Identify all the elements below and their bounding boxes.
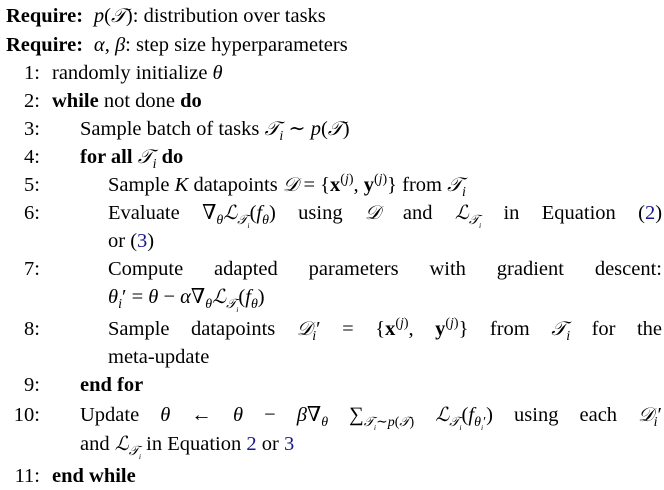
line-10-text-b: using each	[514, 404, 618, 426]
line-number: 10:	[13, 404, 40, 426]
line-8-text-c: for the	[591, 318, 663, 340]
line-11	[0, 462, 664, 490]
line-10-cont-b: in Equation	[146, 433, 242, 455]
line-6-text-c: and	[402, 202, 433, 224]
line-3-text: Sample batch of tasks	[80, 118, 260, 140]
line-10-cont-c: or	[261, 433, 279, 455]
line-number: 2:	[24, 90, 40, 112]
line-5-text-a: Sample	[108, 174, 170, 196]
line-8-text-b: from	[489, 318, 530, 340]
line-number: 7:	[24, 258, 40, 280]
line-7	[0, 255, 664, 283]
line-number: 1:	[24, 62, 40, 84]
end-while-keyword: end while	[52, 465, 136, 487]
line-6-cont-a: or (	[108, 230, 138, 252]
line-9	[0, 371, 664, 399]
line-number: 3:	[24, 118, 40, 140]
line-10-cont-a: and	[80, 433, 110, 455]
line-7-formula: $\theta_i' = \theta$ − $\alpha\nabla_\theta ℒ_{𝒯_i}(f_\theta)$	[108, 285, 265, 314]
line-number: 11:	[14, 465, 40, 487]
line-2	[0, 87, 664, 115]
line-number: 6:	[24, 202, 40, 224]
require-keyword: Require:	[6, 34, 84, 56]
line-3: 3: Sample batch of tasks 𝒯$_i$ ∼ p(𝒯)	[0, 115, 664, 143]
equation-reference[interactable]: 3	[137, 230, 148, 252]
line-10-text-a: Update	[80, 404, 140, 426]
line-1-text: randomly initialize	[52, 62, 208, 84]
while-keyword: while	[52, 90, 99, 112]
require-distribution: Require: p(𝒯): distribution over tasks	[6, 4, 326, 27]
line-8-text-a: Sample datapoints	[108, 318, 276, 340]
do-keyword: do	[180, 90, 202, 112]
line-10-continued: and ℒ$_{𝒯_i}$ in Equation 2 or 3	[80, 432, 295, 461]
line-7-continued	[0, 283, 664, 314]
line-5-text-c: from	[402, 174, 442, 196]
line-10: 10: Update θ ← $\theta - \beta\nabla_\theta$ $\sum_{𝒯_i\sim p(𝒯)}$ $ℒ_{𝒯_i}(f_{\theta_i'})$ using each 𝒟$_i$′	[0, 401, 664, 429]
equation-reference[interactable]: 3	[283, 433, 295, 455]
line-4: 4: for all 𝒯$_i$ do	[0, 143, 664, 171]
end-for-keyword: end for	[80, 374, 144, 396]
line-7-text: Compute adapted parameters with gradient descent:	[108, 258, 662, 280]
line-6-continued	[0, 227, 664, 255]
equation-reference[interactable]: 2	[644, 202, 656, 224]
line-6-cont-b: )	[147, 230, 155, 252]
line-number: 8:	[24, 318, 40, 340]
line-8-continued	[0, 343, 664, 371]
require-distribution-text: : distribution over tasks	[132, 5, 326, 27]
require-step-size: Require: α, β: step size hyperparameters	[6, 34, 348, 56]
for-all-keyword: for all	[80, 146, 133, 168]
line-1: 1: randomly initialize θ	[0, 59, 664, 87]
do-keyword: do	[161, 146, 184, 168]
line-2-text: not done	[103, 90, 175, 112]
line-6-text-d: in Equation	[503, 202, 616, 224]
line-number: 9:	[24, 374, 40, 396]
line-number: 4:	[24, 146, 40, 168]
require-keyword: Require:	[6, 5, 84, 27]
line-number: 5:	[24, 174, 40, 196]
line-6-text-a: Evaluate	[108, 202, 180, 224]
line-5-text-b: datapoints	[193, 174, 278, 196]
line-6: 6: Evaluate $\nabla_\theta ℒ_{𝒯_i}(f_\theta)$ using 𝒟 and ℒ$_{𝒯_i}$ in Equation (2)	[0, 199, 664, 227]
require-step-size-text: : step size hyperparameters	[125, 34, 348, 56]
line-5: 5: Sample K datapoints 𝒟 = {$x^{(j)}$, $y^{(j)}$} from 𝒯$_i$	[0, 171, 664, 199]
line-8: 8: Sample datapoints 𝒟$_i$′ = {$x^{(j)}$, $y^{(j)}$} from 𝒯$_i$ for the	[0, 315, 664, 343]
line-6-text-b: using	[298, 202, 343, 224]
line-8-cont: meta-update	[108, 346, 210, 368]
equation-reference[interactable]: 2	[246, 433, 257, 455]
